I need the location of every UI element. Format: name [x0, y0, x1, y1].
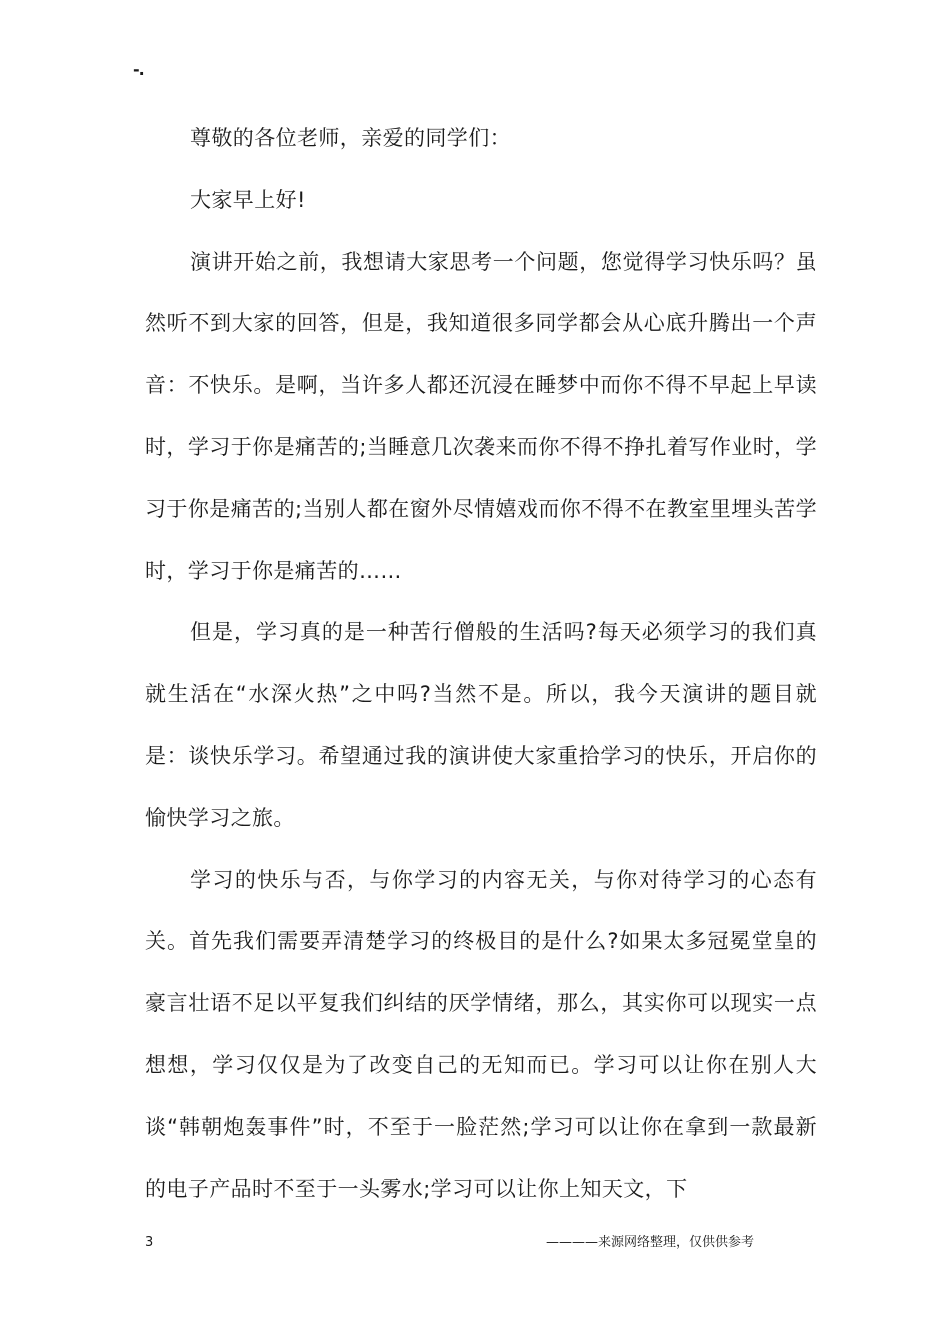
paragraph: 但是，学习真的是一种苦行僧般的生活吗?每天必须学习的我们真就生活在“水深火热”之中吗?当然不是。所以，我今天演讲的题目就是：谈快乐学习。希望通过我的演讲使大家重拾学习的快乐，开启你的愉快学习之旅。	[145, 620, 817, 830]
page-number: 3	[145, 1235, 154, 1250]
salutation: 尊敬的各位老师，亲爱的同学们：	[190, 126, 511, 150]
source-note: ————来源网络整理，仅供供参考	[546, 1235, 755, 1250]
paragraph: 演讲开始之前，我想请大家思考一个问题，您觉得学习快乐吗？虽然听不到大家的回答，但是，我知道很多同学都会从心底升腾出一个声音：不快乐。是啊，当许多人都还沉浸在睡梦中而你不得不早起上早读时，学习于你是痛苦的;当睡意几次袭来而你不得不挣扎着写作业时，学习于你是痛苦的;当别人都在窗外尽情嬉戏而你不得不在教室里埋头苦学时，学习于你是痛苦的……	[145, 249, 817, 583]
top-mark: -.	[133, 60, 144, 79]
document-body	[145, 108, 817, 1220]
paragraph: 学习的快乐与否，与你学习的内容无关，与你对待学习的心态有关。首先我们需要弄清楚学习的终极目的是什么?如果太多冠冕堂皇的豪言壮语不足以平复我们纠结的厌学情绪，那么，其实你可以现实一点想想，学习仅仅是为了改变自己的无知而已。学习可以让你在别人大谈“韩朝炮轰事件”时，不至于一脸茫然;学习可以让你在拿到一款最新的电子产品时不至于一头雾水;学习可以让你上知天文，下	[145, 867, 817, 1201]
greeting: 大家早上好!	[190, 187, 306, 212]
